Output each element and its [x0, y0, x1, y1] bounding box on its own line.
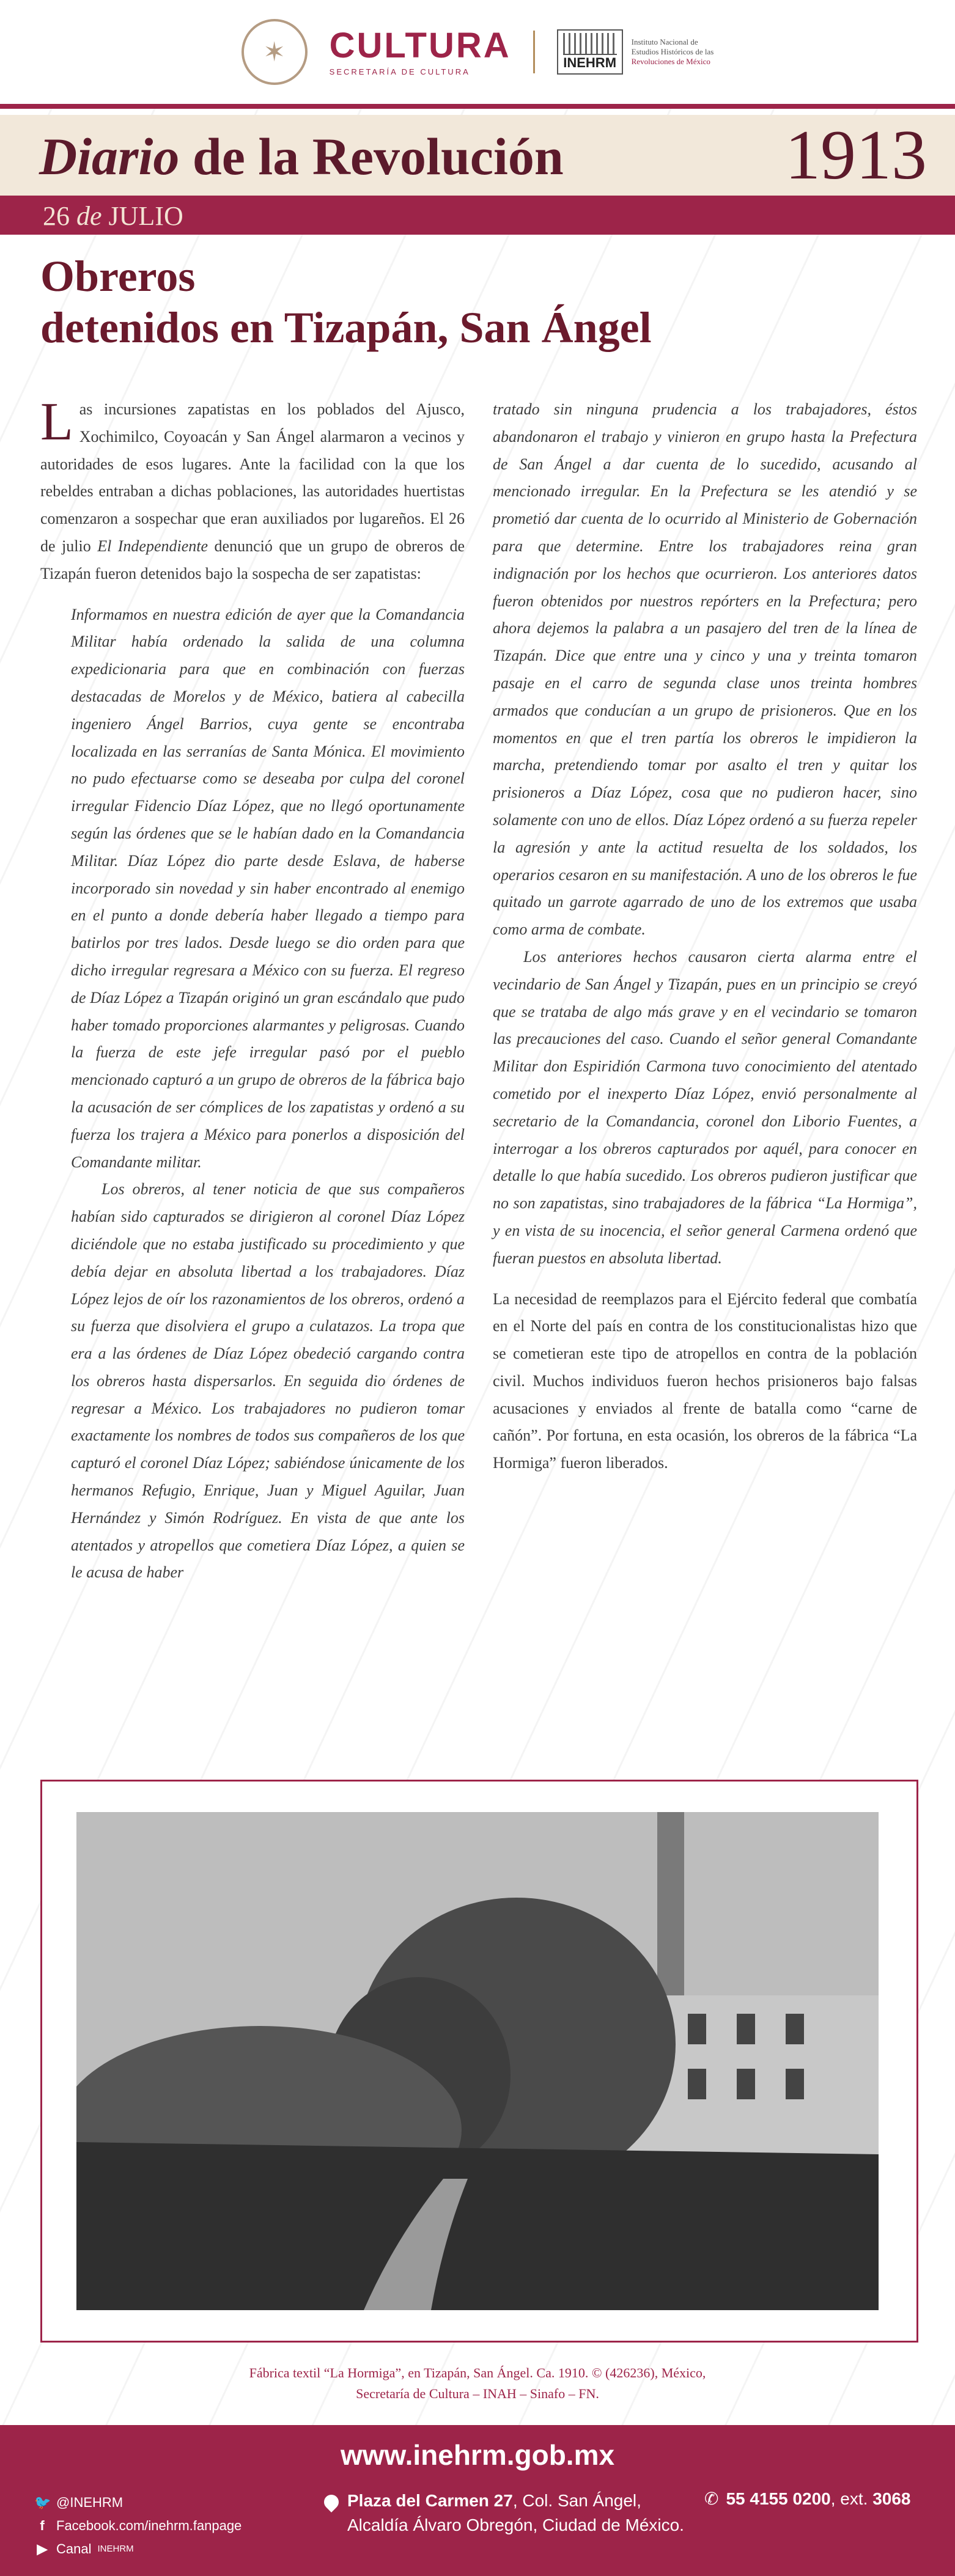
- building-icon: [557, 29, 623, 75]
- ministry-name: CULTURA: [329, 25, 511, 65]
- phone: [704, 2489, 911, 2509]
- header-logos: [0, 0, 955, 104]
- twitter-handle: @INEHRM: [56, 2495, 124, 2510]
- address-city: Alcaldía Álvaro Obregón, Ciudad de México.: [347, 2515, 684, 2534]
- photo-frame: [40, 1780, 918, 2343]
- factory-photo: [76, 1812, 879, 2310]
- quote-paragraph-2-continued: tratado sin ninguna prudencia a los trabajadores, éstos abandonaron el trabajo y vinieron en grupo hasta la Prefectura de San Ángel a dar cuenta de lo sucedido, acusando al mencionado irregular. En la Prefectura se les atendió y se prometió dar cuenta de lo ocurrido al Ministerio de Gobernación para que determine. Entre los trabajadores reina gran indignación por los hechos que ocurrieron. Los anteriores datos fueron obtenidos por nuestros repórters en la Prefectura; pero ahora dejemos la palabra a un pasajero del tren de la línea de Tizapán. Dice que entre una y cinco y una y treinta tomaron pasaje en el carro de segunda clase unos treinta hombres armados que conducían a un grupo de prisioneros. Que en los momentos en que el tren partía los obreros le impidieron la marcha, pretendiendo tomar por asalto el tren y quitar los prisioneros a Díaz López, cosa que no pudieron hacer, sino solamente con uno de ellos. Díaz López ordenó a su fuerza repeler la agresión y ante la actitud resuelta de los soldados, los operarios cesaron en su manifestación. A uno de los obreros le fue quitado un garrote agarrado de uno de los extremos que usaba como arma de combate.: [493, 400, 917, 939]
- youtube-label-a: Canal: [56, 2541, 92, 2556]
- date-day: 26: [43, 201, 70, 231]
- phone-icon: ✆: [704, 2489, 719, 2508]
- year: 1913: [785, 116, 927, 194]
- article-column-right: [493, 396, 917, 1477]
- logo-divider: [533, 31, 535, 73]
- youtube-label-b: INEHRM: [97, 2544, 134, 2554]
- ministry-subtitle: SECRETARÍA DE CULTURA: [329, 67, 470, 76]
- phone-number: 55 4155 0200: [726, 2489, 831, 2508]
- pin-icon: [321, 2492, 342, 2512]
- closing-paragraph: La necesidad de reemplazos para el Ejército federal que combatía en el Norte del país en contra de los constitucionalistas hizo que se cometieran este tipo de atropellos en contra de la población civil. Muchos individuos fueron hechos prisioneros bajo falsas acusaciones y enviados al frente de batalla como “carne de cañón”. Por fortuna, en esta ocasión, los obreros de la fábrica “La Hormiga” fueron liberados.: [493, 1290, 917, 1472]
- youtube-icon: ▶: [37, 2541, 48, 2556]
- factory-photo-illustration: [76, 1812, 879, 2310]
- date-month: JULIO: [108, 201, 183, 231]
- quote-paragraph-1: Informamos en nuestra edición de ayer que la Comandancia Militar había ordenado la salida de una columna expedicionaria para que en combinación con fuerzas destacadas de Morelos y de México, batiera al cabecilla ingeniero Ángel Barrios, cuya gente se encontraba localizada en las serranías de Santa Mónica. El movimiento no pudo efectuarse como se deseaba por culpa del coronel irregular Fidencio Díaz López, que no llegó oportunamente según las órdenes que se le habían dado en la Comandancia Militar. Díaz López dio parte desde Eslava, de haberse incorporado sin novedad y sin haber encontrado al enemigo en el punto a donde debería haber llegado a tiempo para batirlos por tres lados. Desde luego se dio orden para que dicho irregular regresara a México con su fuerza. El regreso de Díaz López a Tizapán originó un gran escándalo que pudo haber tomado proporciones alarmantes y peligrosas. Cuando la fuerza de este jefe irregular pasó por el pueblo mencionado capturó a un grupo de obreros de la fábrica bajo la acusación de ser cómplices de los zapatistas y ordenó a su fuerza los trajera a México para ponerlos a disposición del Comandante militar.: [71, 605, 465, 1171]
- website-link[interactable]: www.inehrm.gob.mx: [340, 2439, 615, 2471]
- header-rule: [0, 104, 955, 109]
- inehrm-line1: Instituto Nacional de: [631, 37, 698, 46]
- title-rest: de la Revolución: [179, 127, 564, 186]
- social-links: [34, 2491, 242, 2561]
- seal-icon: ✶: [242, 19, 308, 85]
- headline-line1: Obreros: [40, 252, 196, 301]
- inehrm-fullname: [632, 37, 714, 67]
- quote-paragraph-2: Los obreros, al tener noticia de que sus compañeros habían sido capturados se dirigieron al coronel Díaz López diciéndole que no estaba justificado su procedimiento y que debía dejar en absoluta libertad a los trabajadores. Díaz López lejos de oír los razonamientos de los obreros, ordenó a su fuerza que disolviera el grupo a culatazos. La tropa que era a las órdenes de Díaz López obedeció cargando contra los obreros hasta dispersarlos. En seguida dio órdenes de regresar a México. Los trabajadores no pudieron tomar exactamente los nombres de todos sus compañeros de los que capturó el coronel Díaz López; sabiéndose únicamente de los hermanos Refugio, Enrique, Juan y Miguel Aguilar, Juan Hernández y Simón Rodríguez. En vista de que ante los atentados y atropellos que cometiera Díaz López, a quien se le acusa de haber: [71, 1180, 465, 1582]
- facebook-icon: f: [40, 2518, 45, 2533]
- publication-title: [39, 126, 564, 187]
- quote-paragraph-3: Los anteriores hechos causaron cierta alarma entre el vecindario de San Ángel y Tizapán, pues en un principio se creyó que se trataba de algo más grave y en el vecindario se tomaron las precauciones del caso. Cuando el señor general Comandante Militar don Espiridión Carmona tuvo conocimiento del atentado cometido por el inexperto Díaz López, envió personalmente al secretario de la Comandancia, coronel don Liborio Fuentes, a interrogar a los obreros capturados por aquél, para conocer en detalle lo que había sucedido. Los obreros pudieron justificar que no son zapatistas, sino trabajadores de la fábrica “La Hormiga”, y en vista de su inocencia, el señor general Carmena ordenó que fueran puestos en absoluta libertad.: [493, 947, 917, 1267]
- intro-text-a: as incursiones zapatistas en los poblados del Ajusco, Xochimilco, Coyoacán y San Ángel alarmaron a vecinos y autoridades de esos lugares. Ante la facilidad con la que los rebeldes entraban a dichas poblaciones, las autoridades huertistas comenzaron a sospechar que eran auxiliados por lugareños. El 26 de julio: [40, 400, 465, 555]
- phone-ext-label: , ext.: [830, 2489, 873, 2508]
- address-street: Plaza del Carmen 27: [347, 2491, 513, 2510]
- title-band: [0, 115, 955, 196]
- caption-line1: Fábrica textil “La Hormiga”, en Tizapán, San Ángel. Ca. 1910. © (426236), México,: [249, 2365, 706, 2380]
- inehrm-label: INEHRM: [563, 55, 617, 70]
- inehrm-line3: Revoluciones de México: [631, 57, 710, 67]
- title-italic: Diario: [39, 127, 180, 186]
- caption-line2: Secretaría de Cultura – INAH – Sinafo – FN.: [356, 2386, 599, 2401]
- intro-paragraph: [40, 392, 465, 588]
- drop-cap: L: [40, 392, 73, 452]
- twitter-link[interactable]: [34, 2491, 242, 2514]
- date-de: de: [76, 201, 102, 231]
- footer: [0, 2425, 955, 2576]
- intro-text-b: denunció que un grupo de obreros de Tizapán fueron detenidos bajo la sospecha de ser zapatistas:: [40, 537, 465, 582]
- facebook-url: Facebook.com/inehrm.fanpage: [56, 2518, 242, 2533]
- headline-line2: detenidos en Tizapán, San Ángel: [40, 303, 652, 352]
- youtube-link[interactable]: [34, 2537, 242, 2561]
- cultura-logo: [329, 25, 511, 76]
- newspaper-name: El Independiente: [97, 537, 208, 555]
- address-colony: , Col. San Ángel,: [512, 2491, 641, 2510]
- photo-caption: [0, 2363, 955, 2404]
- date-band: [0, 196, 955, 235]
- facebook-link[interactable]: [34, 2514, 242, 2537]
- twitter-icon: 🐦: [34, 2495, 51, 2510]
- phone-ext-number: 3068: [872, 2489, 911, 2508]
- date: [43, 200, 183, 232]
- article-column-left: [40, 392, 465, 1587]
- inehrm-logo: [557, 29, 714, 75]
- article-headline: [40, 251, 896, 353]
- address: [324, 2489, 684, 2537]
- inehrm-line2: Estudios Históricos de las: [631, 46, 714, 56]
